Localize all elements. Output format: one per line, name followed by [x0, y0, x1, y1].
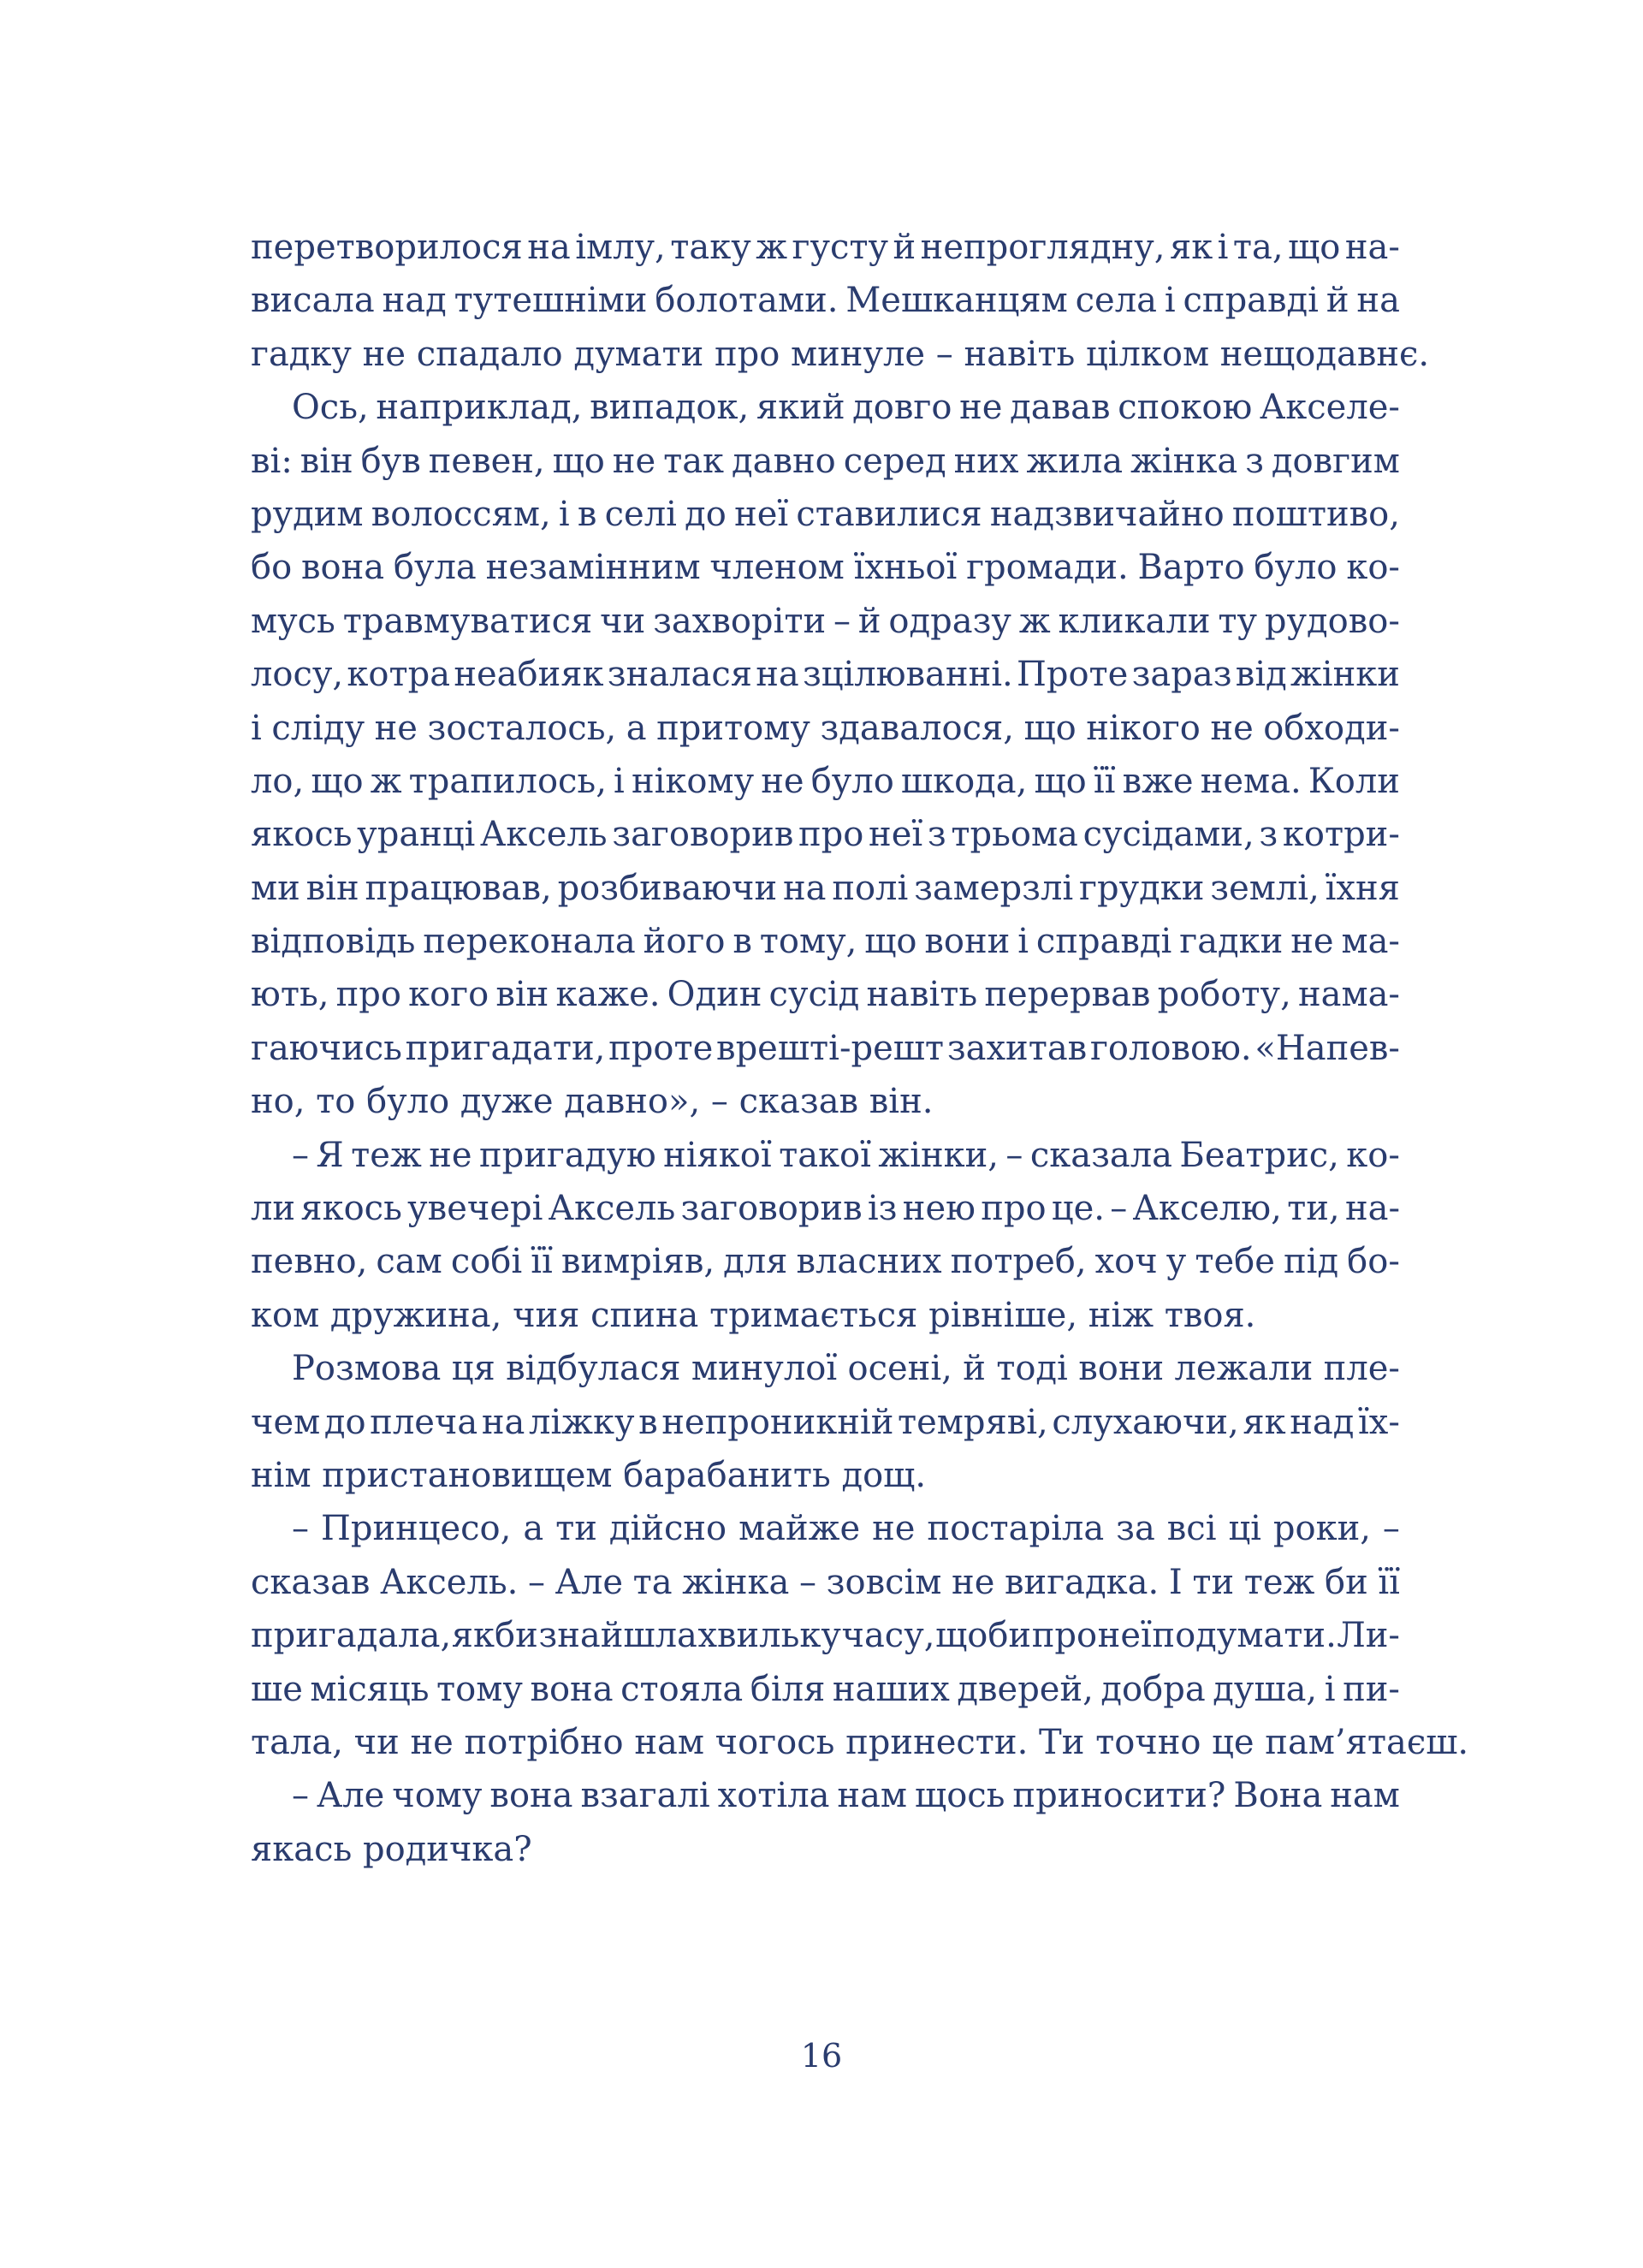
text-line: ком дружина, чия спина тримається рівніше, ніж твоя.	[251, 1295, 1256, 1335]
paragraph	[251, 1502, 1469, 1769]
paragraph	[251, 1342, 1400, 1502]
text-line: ють, про кого він каже. Один сусід навіть перервав роботу, нама-	[251, 975, 1400, 1015]
text-line: ли якось увечері Аксель заговорив із нею про це. – Акселю, ти, на-	[251, 1189, 1400, 1229]
text-line: сказав Аксель. – Але та жінка – зовсім не вигадка. І ти теж би її	[251, 1562, 1400, 1602]
paragraph	[251, 1129, 1400, 1343]
text-line: – Я теж не пригадую ніякої такої жінки, – сказала Беатрис, ко-	[292, 1135, 1400, 1175]
text-line: гаючись пригадати, проте врешті-решт захитав головою. «Напев-	[251, 1028, 1400, 1068]
text-line: рудим волоссям, і в селі до неї ставилися надзвичайно поштиво,	[251, 494, 1400, 534]
text-line: Ось, наприклад, випадок, який довго не давав спокою Акселе-	[292, 388, 1400, 428]
text-line: і сліду не зосталось, а притому здавалося, що нікого не обходи-	[251, 708, 1400, 748]
text-line: певно, сам собі її вимріяв, для власних потреб, хоч у тебе під бо-	[251, 1242, 1400, 1282]
text-line: бо вона була незамінним членом їхньої громади. Варто було ко-	[251, 548, 1400, 588]
text-line: пригадала, якби знайшла хвильку часу, щоби про неї подумати. Ли-	[251, 1616, 1400, 1656]
text-line: ві: він був певен, що не так давно серед них жила жінка з довгим	[251, 441, 1400, 481]
text-line: тала, чи не потрібно нам чогось принести. Ти точно це пам’ятаєш.	[251, 1722, 1469, 1762]
text-line: ми він працював, розбиваючи на полі замерзлі грудки землі, їхня	[251, 868, 1400, 908]
text-line: перетворилося на імлу, таку ж густу й непроглядну, як і та, що на-	[251, 228, 1400, 267]
text-line: – Але чому вона взагалі хотіла нам щось приносити? Вона нам	[292, 1776, 1400, 1816]
paragraph	[251, 221, 1430, 381]
text-line: лосу, котра неабияк зналася на зцілюванні. Проте зараз від жінки	[251, 655, 1400, 695]
text-line: Розмова ця відбулася минулої осені, й тоді вони лежали пле-	[292, 1349, 1400, 1389]
text-line: якось уранці Аксель заговорив про неї з трьома сусідами, з котри-	[251, 815, 1400, 855]
text-line: відповідь переконала його в тому, що вони і справді гадки не ма-	[251, 922, 1400, 962]
text-line: мусь травмуватися чи захворіти – й одразу ж кликали ту рудово-	[251, 601, 1400, 641]
text-line: но, то було дуже давно», – сказав він.	[251, 1082, 934, 1122]
text-line: гадку не спадало думати про минуле – навіть цілком нещодавнє.	[251, 334, 1430, 374]
paragraph	[251, 381, 1400, 1128]
text-line: якась родичка?	[251, 1829, 532, 1869]
text-line: ло, що ж трапилось, і нікому не було шкода, що її вже нема. Коли	[251, 761, 1400, 801]
page-number: 16	[800, 2037, 843, 2075]
body-text	[251, 221, 1469, 1876]
text-line: чем до плеча на ліжку в непроникній темряві, слухаючи, як над їх-	[251, 1402, 1400, 1442]
text-line: нім пристановищем барабанить дощ.	[251, 1455, 927, 1495]
text-line: – Принцесо, а ти дійсно майже не постаріла за всі ці роки, –	[292, 1509, 1400, 1549]
text-line: ше місяць тому вона стояла біля наших дверей, добра душа, і пи-	[251, 1669, 1400, 1709]
paragraph	[251, 1769, 1400, 1876]
text-line: висала над тутешніми болотами. Мешканцям села і справді й на	[251, 281, 1400, 321]
